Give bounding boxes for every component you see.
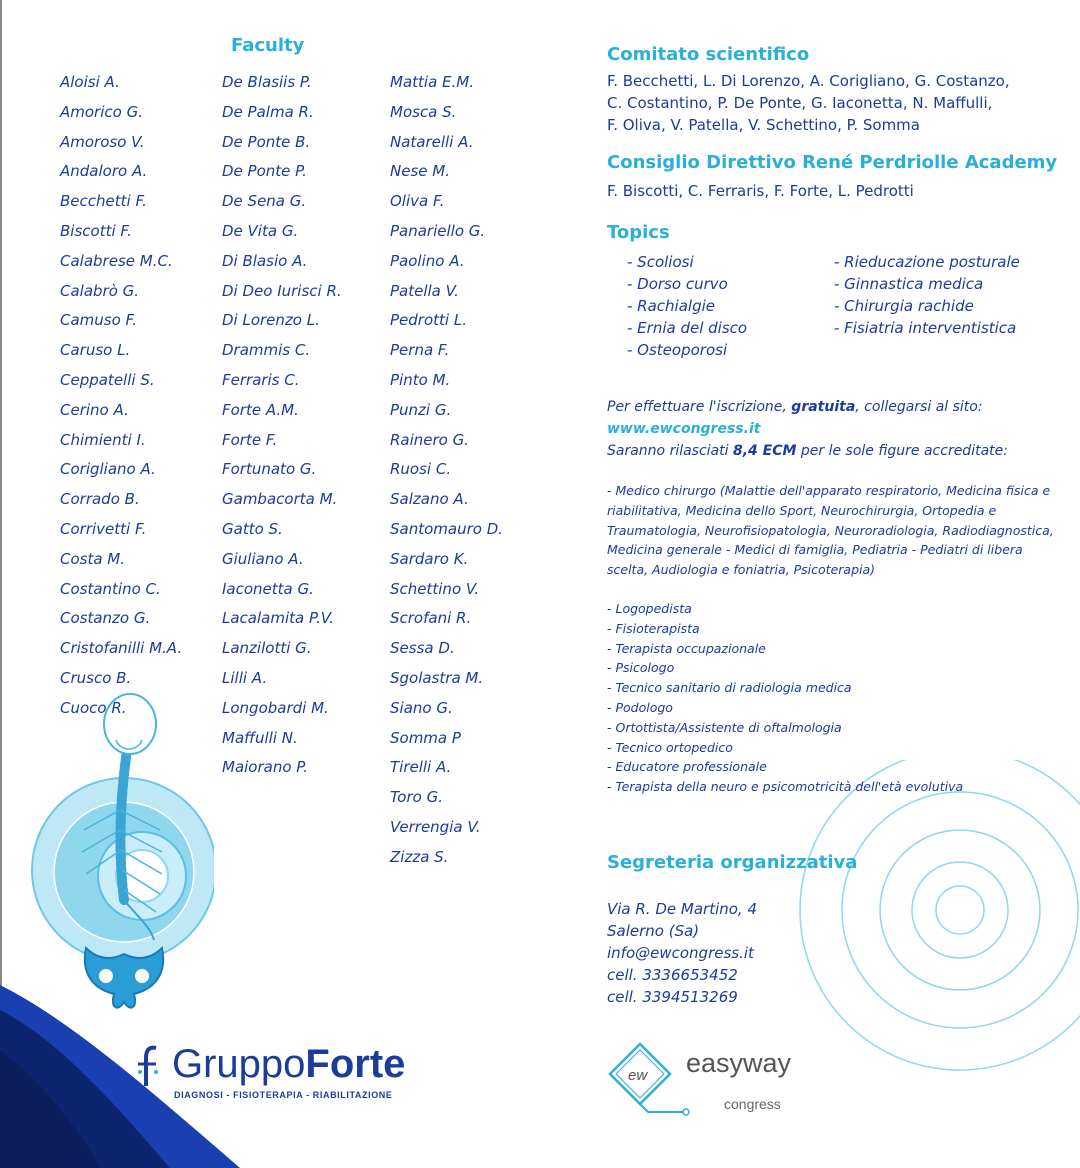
- faculty-member: Natarelli A.: [390, 132, 474, 151]
- faculty-member: Di Blasio A.: [222, 251, 308, 270]
- consiglio-text: F. Biscotti, C. Ferraris, F. Forte, L. Pedrotti: [607, 182, 914, 200]
- faculty-member: Gambacorta M.: [222, 490, 338, 509]
- faculty-member: Crusco B.: [60, 668, 132, 687]
- topic-item: - Chirurgia rachide: [834, 297, 974, 315]
- faculty-member: Iaconetta G.: [222, 579, 314, 598]
- faculty-member: Punzi G.: [390, 400, 452, 419]
- topics-column-1: [627, 251, 747, 361]
- topic-item: - Rachialgie: [627, 297, 715, 315]
- spine-illustration: [24, 690, 214, 1020]
- comitato-title: Comitato scientifico: [607, 44, 810, 65]
- faculty-column-1: [60, 68, 182, 724]
- faculty-member: Forte F.: [222, 430, 278, 449]
- contact-line: info@ewcongress.it: [607, 944, 754, 962]
- faculty-member: Rainero G.: [390, 430, 470, 449]
- faculty-member: Scrofani R.: [390, 609, 472, 628]
- faculty-member: Longobardi M.: [222, 698, 329, 717]
- faculty-member: Di Lorenzo L.: [222, 311, 320, 330]
- role-item: - Tecnico sanitario di radiologia medica: [607, 680, 852, 696]
- faculty-member: Costantino C.: [60, 579, 161, 598]
- faculty-member: Corrado B.: [60, 490, 140, 509]
- faculty-member: De Blasiis P.: [222, 73, 312, 91]
- registration-text: , collegarsi al sito:: [855, 399, 983, 415]
- roles-medico-chirurgo: - Medico chirurgo (Malattie dell'apparato respiratorio, Medicina fisica e riabilitativa, Medicina dello Sport, Neurochirurgia, Ortopedia e Traumatologia, Neurofisiopatologia, Neuroradiologia, Radiodiagnostica, Medicina generale - Medici di famiglia, Pediatria - Pediatri di libera scelta, Audiologia e foniatria, Psicoterapia): [607, 483, 1054, 578]
- faculty-member: Corigliano A.: [60, 460, 156, 479]
- faculty-member: Sessa D.: [390, 639, 455, 658]
- role-item: - Psicologo: [607, 660, 675, 676]
- faculty-member: Salzano A.: [390, 490, 469, 509]
- faculty-member: Sgolastra M.: [390, 668, 484, 687]
- role-item: - Podologo: [607, 699, 673, 715]
- faculty-member: Maiorano P.: [222, 758, 309, 777]
- registration-website-link[interactable]: www.ewcongress.it: [607, 421, 761, 437]
- role-item: - Terapista occupazionale: [607, 640, 766, 656]
- role-item: - Fisioterapista: [607, 620, 700, 636]
- faculty-member: Costa M.: [60, 549, 126, 568]
- easyway-congress-logo: [604, 1036, 814, 1126]
- registration-text: Per effettuare l'iscrizione,: [607, 399, 792, 415]
- faculty-member: Cristofanilli M.A.: [60, 639, 183, 658]
- gruppo-forte-logo: [134, 1040, 414, 1110]
- easyway-word: easyway: [686, 1048, 792, 1078]
- faculty-member: De Ponte B.: [222, 132, 311, 151]
- topic-item: - Rieducazione posturale: [834, 253, 1020, 271]
- ecm-credits: 8,4 ECM: [732, 443, 797, 459]
- faculty-member: Mattia E.M.: [390, 73, 474, 91]
- topic-item: - Scoliosi: [627, 253, 694, 271]
- faculty-member: Ceppatelli S.: [60, 370, 155, 389]
- gruppo-forte-tagline: DIAGNOSI - FISIOTERAPIA - RIABILITAZIONE: [174, 1090, 393, 1100]
- topic-item: - Ernia del disco: [627, 319, 748, 337]
- faculty-member: Pedrotti L.: [390, 311, 467, 330]
- comitato-text: [607, 70, 1067, 136]
- contact-line: Salerno (Sa): [607, 922, 700, 940]
- faculty-member: Mosca S.: [390, 102, 457, 121]
- faculty-member: Camuso F.: [60, 311, 138, 330]
- faculty-member: Toro G.: [390, 788, 443, 807]
- faculty-member: Cerino A.: [60, 400, 129, 419]
- contact-line: cell. 3336653452: [607, 966, 738, 984]
- role-item: - Tecnico ortopedico: [607, 739, 733, 755]
- faculty-member: Cuoco R.: [60, 698, 127, 717]
- contact-line: Via R. De Martino, 4: [607, 900, 758, 918]
- comitato-line: F. Oliva, V. Patella, V. Schettino, P. Somma: [607, 116, 920, 134]
- faculty-member: Aloisi A.: [60, 73, 120, 91]
- faculty-member: De Sena G.: [222, 192, 307, 211]
- faculty-member: Andaloro A.: [60, 162, 148, 181]
- faculty-member: Panariello G.: [390, 221, 486, 240]
- faculty-member: Nese M.: [390, 162, 450, 181]
- faculty-member: Giuliano A.: [222, 549, 304, 568]
- easyway-mark-icon: [604, 1036, 694, 1116]
- faculty-member: Tirelli A.: [390, 758, 452, 777]
- roles-list: [607, 599, 963, 797]
- faculty-title: Faculty: [231, 35, 305, 56]
- faculty-member: Caruso L.: [60, 341, 131, 360]
- faculty-member: Zizza S.: [390, 847, 449, 866]
- forte-word: Forte: [305, 1042, 406, 1086]
- faculty-member: Amorico G.: [60, 102, 143, 121]
- topics-title: Topics: [607, 222, 670, 243]
- topic-item: - Ginnastica medica: [834, 275, 984, 293]
- faculty-column-3: [390, 68, 503, 873]
- faculty-member: Biscotti F.: [60, 221, 132, 240]
- faculty-member: Calabrese M.C.: [60, 251, 173, 270]
- faculty-member: Lanzilotti G.: [222, 639, 312, 658]
- faculty-member: Ferraris C.: [222, 370, 300, 389]
- faculty-member: Ruosi C.: [390, 460, 452, 479]
- segreteria-contacts: [607, 898, 757, 1008]
- segreteria-title: Segreteria organizzativa: [607, 852, 858, 873]
- contact-line: cell. 3394513269: [607, 988, 738, 1006]
- faculty-member: Amoroso V.: [60, 132, 145, 151]
- faculty-member: Corrivetti F.: [60, 519, 147, 538]
- faculty-column-2: [222, 68, 342, 783]
- faculty-member: Sardaro K.: [390, 549, 469, 568]
- faculty-member: De Ponte P.: [222, 162, 307, 181]
- faculty-member: Becchetti F.: [60, 192, 147, 211]
- faculty-member: Fortunato G.: [222, 460, 317, 479]
- faculty-member: De Vita G.: [222, 221, 299, 240]
- faculty-member: Chimienti I.: [60, 430, 146, 449]
- gruppo-word: Gruppo: [172, 1042, 306, 1086]
- faculty-member: Maffulli N.: [222, 728, 298, 747]
- faculty-member: Forte A.M.: [222, 400, 299, 419]
- ecm-text: per le sole figure accreditate:: [796, 443, 1008, 459]
- faculty-member: Pinto M.: [390, 370, 451, 389]
- concentric-circles-decoration: [740, 760, 1080, 1080]
- role-item: - Educatore professionale: [607, 759, 767, 775]
- faculty-member: Di Deo Iurisci R.: [222, 281, 342, 300]
- faculty-member: Santomauro D.: [390, 519, 504, 538]
- role-item: - Ortottista/Assistente di oftalmologia: [607, 719, 842, 735]
- role-item: - Logopedista: [607, 601, 692, 616]
- topic-item: - Osteoporosi: [627, 341, 728, 359]
- faculty-member: Costanzo G.: [60, 609, 151, 628]
- congress-word: congress: [724, 1096, 781, 1112]
- faculty-member: Drammis C.: [222, 341, 311, 360]
- faculty-member: Verrengia V.: [390, 817, 481, 836]
- faculty-member: Gatto S.: [222, 519, 283, 538]
- registration-info: [607, 396, 1067, 462]
- faculty-member: Siano G.: [390, 698, 453, 717]
- faculty-member: Patella V.: [390, 281, 459, 300]
- faculty-member: De Palma R.: [222, 102, 314, 121]
- comitato-line: C. Costantino, P. De Ponte, G. Iaconetta, N. Maffulli,: [607, 94, 993, 112]
- faculty-member: Somma P: [390, 728, 461, 747]
- topics-column-2: [834, 251, 1020, 339]
- easyway-monogram: ew: [628, 1067, 648, 1084]
- ecm-text: Saranno rilasciati: [607, 443, 733, 459]
- role-item: - Terapista della neuro e psicomotricità dell'età evolutiva: [607, 779, 964, 795]
- faculty-member: Schettino V.: [390, 579, 480, 598]
- topic-item: - Fisiatria interventistica: [834, 319, 1017, 337]
- consiglio-title: Consiglio Direttivo René Perdriolle Academy: [607, 152, 1058, 173]
- faculty-member: Lilli A.: [222, 668, 268, 687]
- faculty-member: Calabrò G.: [60, 281, 140, 300]
- gruppo-forte-wordmark: [172, 1040, 405, 1088]
- gruppo-forte-mark-icon: [134, 1042, 170, 1088]
- faculty-member: Oliva F.: [390, 192, 445, 211]
- faculty-member: Perna F.: [390, 341, 450, 360]
- comitato-line: F. Becchetti, L. Di Lorenzo, A. Corigliano, G. Costanzo,: [607, 72, 1010, 90]
- faculty-member: Paolino A.: [390, 251, 465, 270]
- topic-item: - Dorso curvo: [627, 275, 728, 293]
- registration-free: gratuita: [791, 399, 856, 415]
- faculty-member: Lacalamita P.V.: [222, 609, 335, 628]
